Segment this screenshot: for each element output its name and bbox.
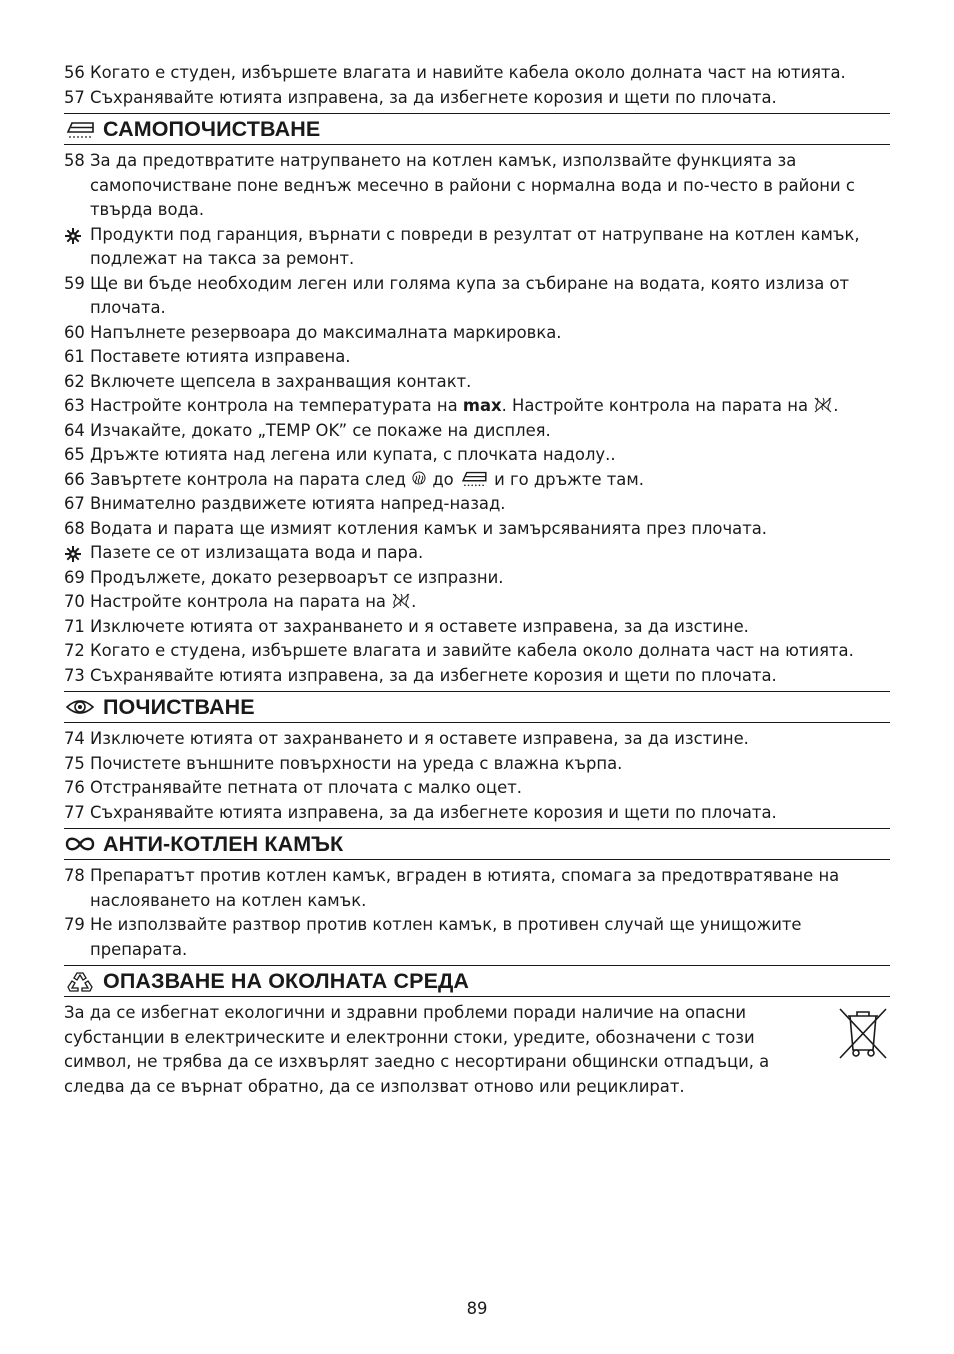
environment-paragraph: За да се избегнат екологични и здравни проблеми поради наличие на опасни субстанции в електрическите и електронни стоки, уредите, обозначени с този символ, не трябва да се изхвърлят заедно с несортирани общински отпадъци, а следва да се върнат обратно, да се използват отново или рециклират.	[64, 1003, 770, 1096]
section-title: АНТИ-КОТЛЕН КАМЪК	[103, 831, 344, 856]
item-text: Продължете, докато резервоарът се изпразни.	[90, 567, 504, 587]
item-text: Почистете външните повърхности на уреда с влажна кърпа.	[90, 753, 623, 773]
item-number: 69	[64, 567, 85, 587]
infinity-icon	[64, 833, 96, 855]
list-item	[64, 664, 890, 689]
item-number: 71	[64, 616, 85, 636]
item-number: 72	[64, 641, 85, 660]
item-number: 61	[64, 347, 85, 366]
item-text: до	[427, 469, 459, 489]
item-text: .	[411, 592, 417, 611]
list-item	[64, 776, 890, 801]
section-title: ОПАЗВАНЕ НА ОКОЛНАТА СРЕДА	[103, 968, 470, 993]
item-text-bold: max	[462, 396, 502, 415]
warning-item	[64, 541, 890, 566]
item-text: Включете щепсела в захранващия контакт.	[90, 371, 472, 391]
list-item	[64, 639, 890, 664]
crossed-bin-icon	[838, 1006, 888, 1060]
list-item	[64, 419, 890, 444]
list-item	[64, 61, 890, 86]
item-text: Изключете ютията от захранването и я оставете изправена, за да изстине.	[90, 616, 749, 636]
list-item	[64, 86, 890, 111]
item-text: .	[833, 396, 839, 415]
item-text: Когато е студен, избършете влагата и навийте кабела около долната част на ютията.	[90, 63, 846, 82]
item-text: Съхранявайте ютията изправена, за да избегнете корозия и щети по плочата.	[90, 665, 777, 685]
item-number: 79	[64, 915, 85, 934]
list-item	[64, 149, 890, 223]
list-item	[64, 394, 890, 419]
section-heading-self-clean	[64, 113, 890, 145]
section-heading-cleaning	[64, 691, 890, 723]
steam-off-icon	[813, 396, 833, 414]
item-number: 67	[64, 494, 85, 513]
list-item	[64, 272, 890, 321]
list-item	[64, 864, 890, 913]
warning-text: Пазете се от излизащата вода и пара.	[90, 543, 424, 562]
item-text: За да предотвратите натрупването на котлен камък, използвайте функцията за самопочистване поне веднъж месечно в райони с нормална вода и по-често в райони с твърда вода.	[90, 151, 855, 219]
eye-icon	[64, 696, 96, 718]
item-text: Настройте контрола на парата на	[90, 592, 392, 611]
item-number: 59	[64, 273, 85, 293]
item-number: 68	[64, 518, 85, 538]
item-text: Когато е студена, избършете влагата и завийте кабела около долната част на ютията.	[90, 641, 854, 660]
item-number: 74	[64, 729, 85, 748]
warning-star-icon	[64, 545, 82, 563]
item-text: Отстранявайте петната от плочата с малко оцет.	[90, 778, 522, 797]
list-item	[64, 443, 890, 468]
list-item	[64, 590, 890, 615]
item-number: 58	[64, 151, 85, 170]
item-number: 62	[64, 371, 85, 391]
section-title: ПОЧИСТВАНЕ	[103, 694, 255, 719]
list-item	[64, 468, 890, 493]
list-item	[64, 492, 890, 517]
section-heading-anti-calc	[64, 828, 890, 860]
page-content	[64, 61, 890, 1099]
list-item	[64, 566, 890, 591]
list-item	[64, 321, 890, 346]
item-number: 57	[64, 87, 85, 107]
item-text: Съхранявайте ютията изправена, за да избегнете корозия и щети по плочата.	[90, 87, 777, 107]
item-text: Поставете ютията изправена.	[90, 347, 351, 366]
list-item	[64, 517, 890, 542]
item-text: Настройте контрола на температурата на	[90, 396, 463, 415]
item-number: 73	[64, 665, 85, 685]
item-text: . Настройте контрола на парата на	[501, 396, 814, 415]
warning-item	[64, 223, 890, 272]
recycle-icon	[64, 970, 96, 992]
list-item	[64, 752, 890, 777]
item-number: 70	[64, 592, 85, 611]
item-number: 65	[64, 445, 85, 464]
item-text: Препаратът против котлен камък, вграден в ютията, спомага за предотвратяване на наслояването на котлен камък.	[90, 866, 840, 910]
item-number: 56	[64, 63, 85, 82]
item-number: 64	[64, 420, 85, 440]
steam-off-icon	[391, 592, 411, 610]
item-number: 66	[64, 469, 85, 489]
list-item	[64, 370, 890, 395]
list-item	[64, 345, 890, 370]
self-clean-icon	[64, 118, 96, 140]
item-number: 78	[64, 866, 85, 885]
warning-text: Продукти под гаранция, върнати с повреди в резултат от натрупване на котлен камък, подлежат на такса за ремонт.	[90, 224, 860, 268]
item-text: Внимателно раздвижете ютията напред-назад.	[90, 494, 506, 513]
item-number: 63	[64, 396, 85, 415]
item-text: Водата и парата ще измият котления камък и замърсяванията през плочата.	[90, 518, 767, 538]
section-title: САМОПОЧИСТВАНЕ	[103, 116, 321, 141]
page-number: 89	[466, 1299, 488, 1318]
item-text: Завъртете контрола на парата след	[90, 469, 412, 489]
warning-star-icon	[64, 227, 82, 245]
list-item	[64, 727, 890, 752]
list-item	[64, 913, 890, 962]
item-number: 75	[64, 753, 85, 773]
steam-max-icon	[411, 470, 427, 488]
list-item	[64, 801, 890, 826]
item-text: Изключете ютията от захранването и я оставете изправена, за да изстине.	[90, 729, 749, 748]
section-heading-environment	[64, 965, 890, 997]
item-number: 60	[64, 322, 85, 342]
item-number: 77	[64, 802, 85, 822]
list-item	[64, 615, 890, 640]
item-text: Съхранявайте ютията изправена, за да избегнете корозия и щети по плочата.	[90, 802, 777, 822]
item-text: и го дръжте там.	[488, 469, 644, 489]
item-text: Ще ви бъде необходим леген или голяма купа за събиране на водата, която излиза от плочата.	[90, 273, 850, 317]
self-clean-icon	[459, 468, 489, 488]
item-text: Дръжте ютията над легена или купата, с плочката надолу..	[90, 445, 616, 464]
item-text: Не използвайте разтвор против котлен камък, в противен случай ще унищожите препарата.	[90, 915, 802, 959]
item-text: Изчакайте, докато „TEMP OK” се покаже на дисплея.	[90, 420, 551, 440]
item-text: Напълнете резервоара до максималната маркировка.	[90, 322, 562, 342]
item-number: 76	[64, 778, 85, 797]
